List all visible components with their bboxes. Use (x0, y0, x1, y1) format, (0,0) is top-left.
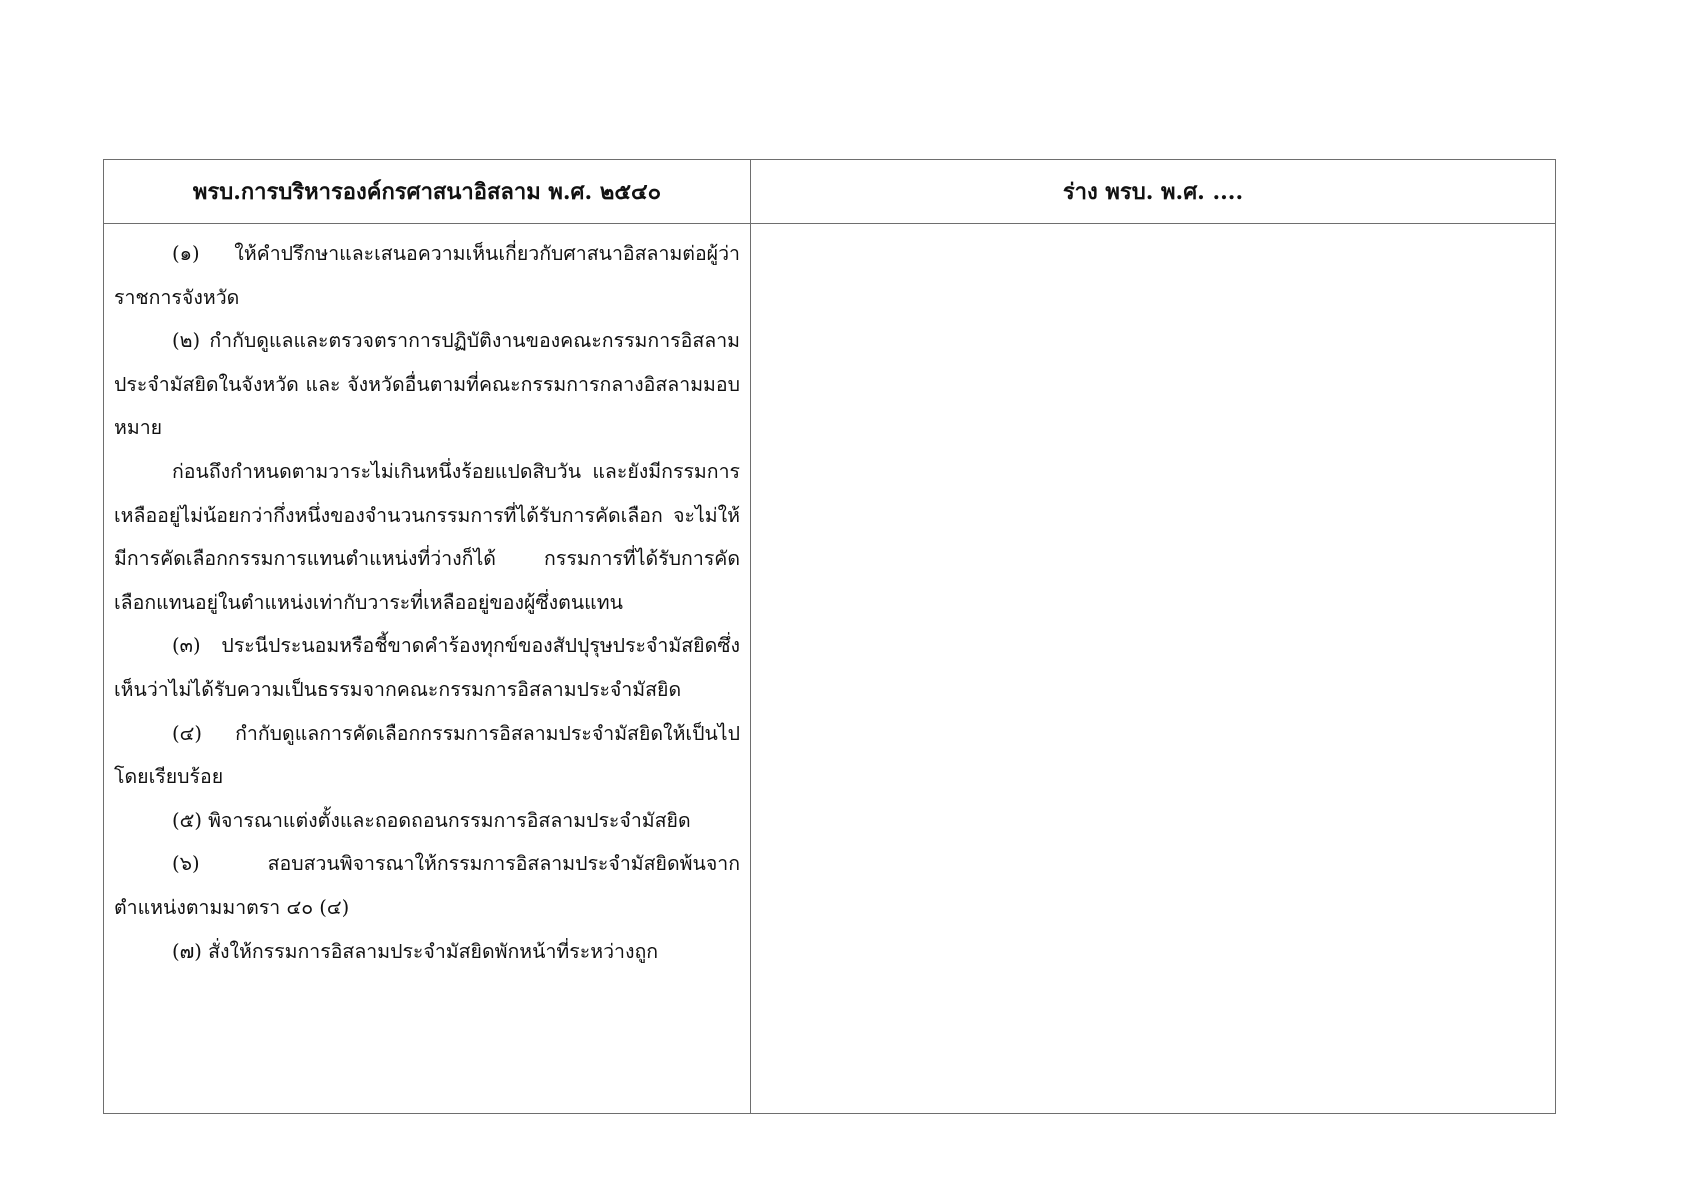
draft-act-text (751, 224, 1555, 1113)
header-draft-act: ร่าง พรบ. พ.ศ. .... (751, 160, 1555, 224)
provision-term-vacancy: ก่อนถึงกำหนดตามวาระไม่เกินหนึ่งร้อยแปดสิบวัน และยังมีกรรมการเหลืออยู่ไม่น้อยกว่ากึ่งหนึ่งของจำนวนกรรมการที่ได้รับการคัดเลือก จะไม่ให้มีการคัดเลือกกรรมการแทนตำแหน่งที่ว่างก็ได้ กรรมการที่ได้รับการคัดเลือกแทนอยู่ในตำแหน่งเท่ากับวาระที่เหลืออยู่ของผู้ซึ่งตนแทน (114, 459, 740, 614)
provision-4: (๔) กำกับดูแลการคัดเลือกกรรมการอิสลามประจำมัสยิดให้เป็นไปโดยเรียบร้อย (114, 721, 740, 789)
provision-3: (๓) ประนีประนอมหรือชี้ขาดคำร้องทุกข์ของสัปปุรุษประจำมัสยิดซึ่งเห็นว่าไม่ได้รับความเป็นธรรมจากคณะกรรมการอิสลามประจำมัสยิด (114, 634, 740, 701)
comparison-table (103, 159, 1556, 1114)
header-current-act: พรบ.การบริหารองค์กรศาสนาอิสลาม พ.ศ. ๒๕๔๐ (104, 160, 751, 224)
provision-1: (๑) ให้คำปรึกษาและเสนอความเห็นเกี่ยวกับศาสนาอิสลามต่อผู้ว่าราชการจังหวัด (114, 242, 740, 309)
provision-7: (๗) สั่งให้กรรมการอิสลามประจำมัสยิดพักหน้าที่ระหว่างถูก (172, 939, 659, 963)
provision-2: (๒) กำกับดูแลและตรวจตราการปฏิบัติงานของคณะกรรมการอิสลามประจำมัสยิดในจังหวัด และ จังหวัดอื่นตามที่คณะกรรมการกลางอิสลามมอบหมาย (114, 329, 740, 440)
current-act-text (104, 224, 751, 1113)
provision-6: (๖) สอบสวนพิจารณาให้กรรมการอิสลามประจำมัสยิดพ้นจากตำแหน่งตามมาตรา ๔๐ (๔) (114, 852, 740, 919)
provision-5: (๕) พิจารณาแต่งตั้งและถอดถอนกรรมการอิสลามประจำมัสยิด (172, 808, 691, 832)
